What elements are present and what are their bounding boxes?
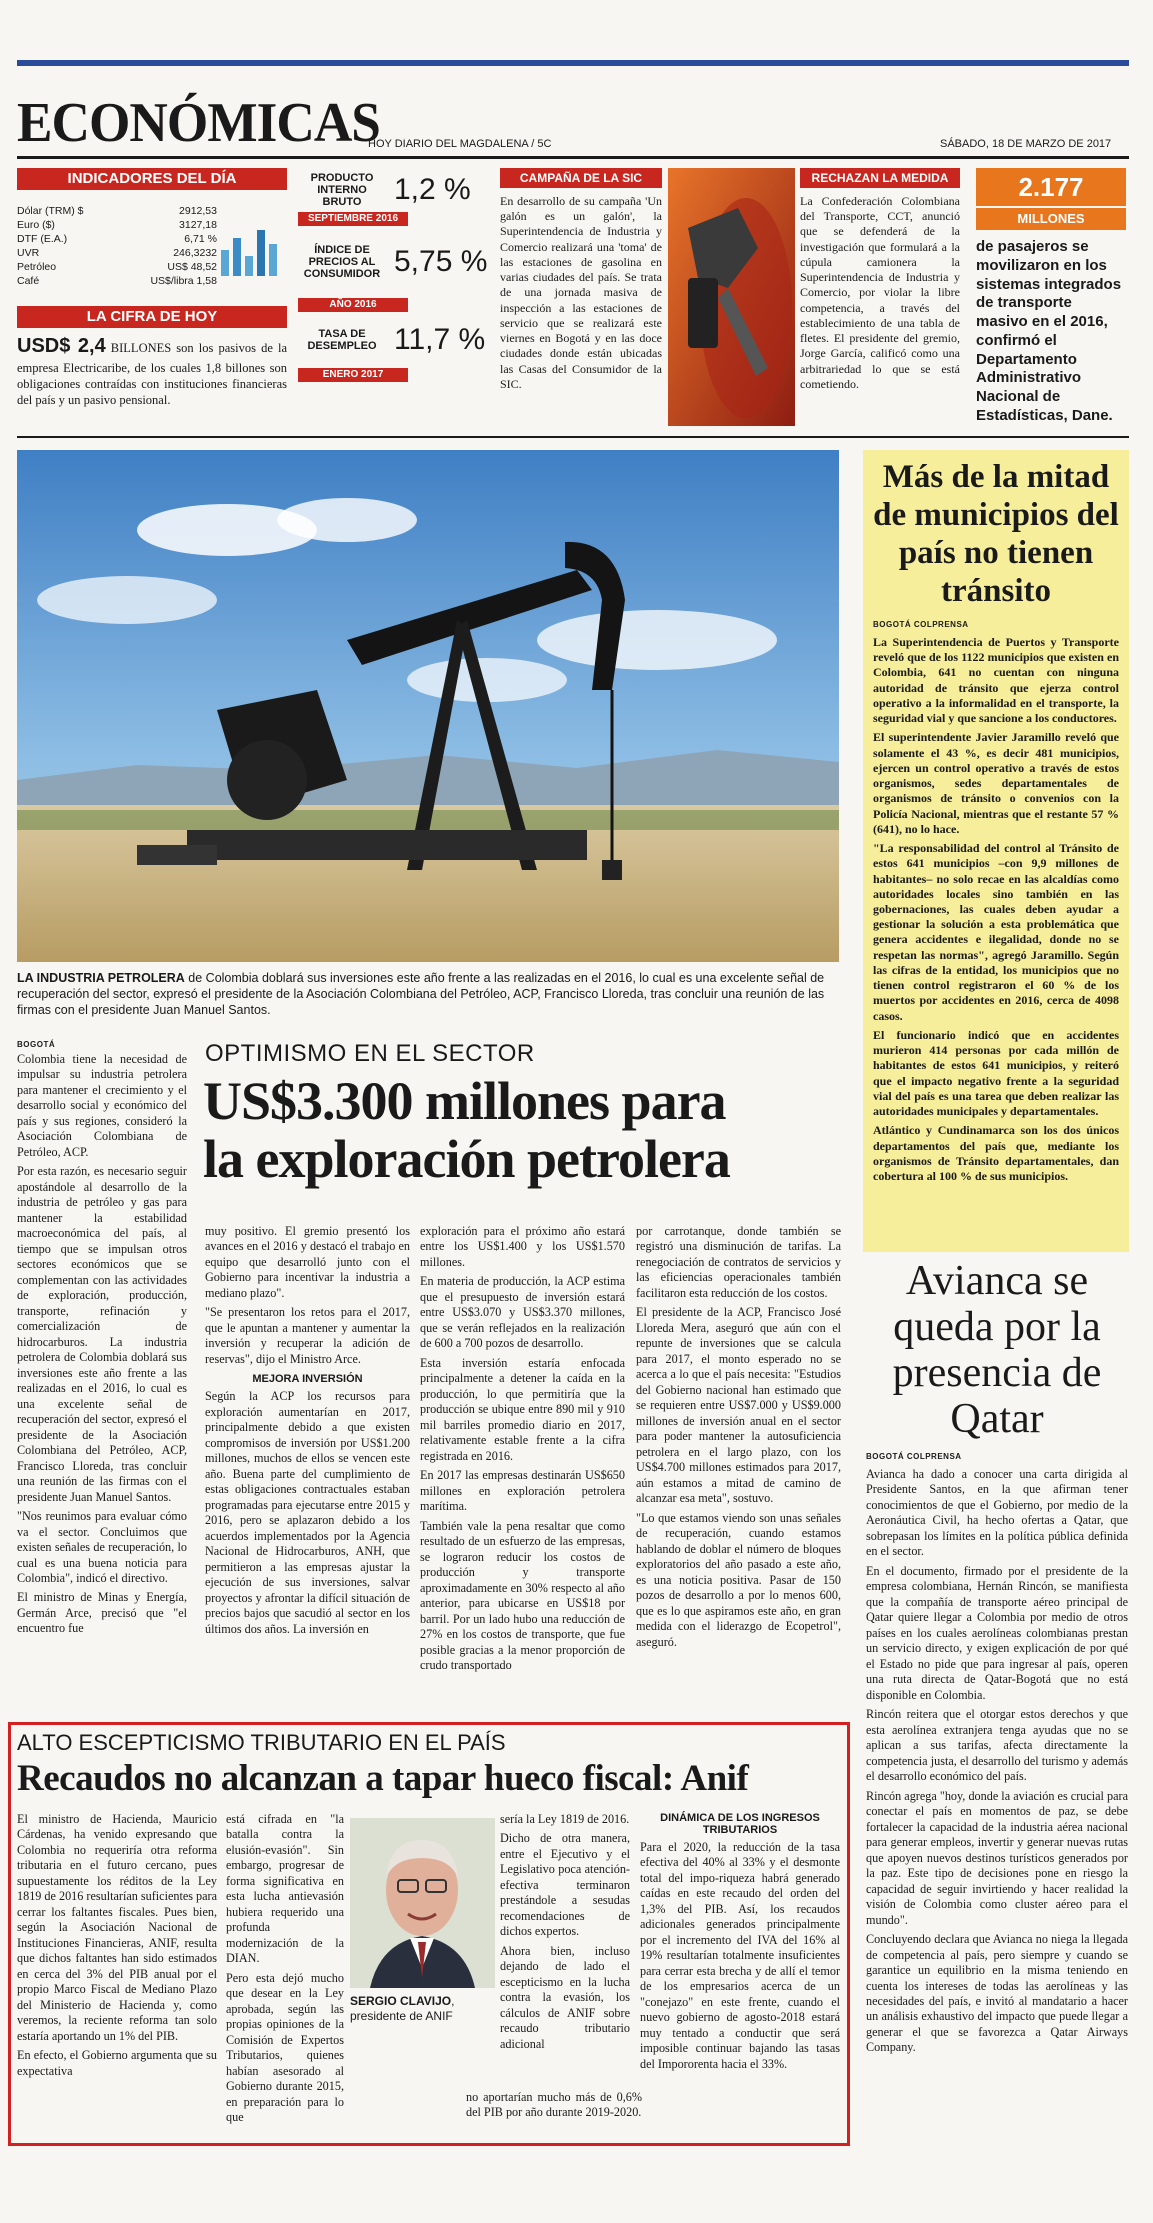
oil-pumpjack-photo (17, 450, 839, 962)
caption-text: de Colombia doblará sus inversiones este año frente a las realizadas en el 2016, lo cual es una excelente señal de recuperación del sector, expresó el presidente de la Asociación Colombiana del Petróleo, ACP, Francisco Lloreda, tras concluir una reunión de las firmas con el presidente Juan Manuel Santos. (17, 971, 825, 1017)
municipios-box: Más de la mitad de municipios del país no tienen tránsito BOGOTÁ COLPRENSA La Superintendencia de Puertos y Transporte reveló que de los 1122 municipios que existen en Colombia, 641 no cuentan con ninguna autoridad de tránsito que ejerza control operativo a la informalidad en el transporte, la seguridad vial y que sancione a los conductores. El superintendente Javier Jaramillo reveló que solamente el 43 %, es decir 481 municipios, ejercen un control operativo a través de estos organismos, sedes departamentales de organismos de tránsito o convenios con la Policía Nacional, mientras que el restante 57 % (641), no lo hace. "La responsabilidad del control al Tránsito de estos 641 municipios –con 9,9 millones de habitantes– no solo recae en las alcaldías como autoridades locales sino también en las gobernaciones, las cuales deben ayudar a gestionar la solución a esta problemática que genera accidentes e ilegalidad, donde no se respetan las normas", agregó Jaramillo. Según las cifras de la entidad, los municipios que no tienen control registraron el 60 % de los muertos por accidentes en 2016, cerca de 4098 casos. El funcionario indicó que en accidentes murieron 414 personas por cada millón de habitantes de estos 641 municipios, y reiteró que el impacto negativo frente a la seguridad vial del país es una tarea que deben realizar las autoridades municipales y departamentales. Atlántico y Cundinamarca son los dos únicos departamentos del país que, mediante los organismos de Tránsito departamentales, dan cobertura al 100 % de sus municipios. (863, 450, 1129, 1252)
sic-title: CAMPAÑA DE LA SIC (500, 168, 662, 188)
sergio-clavijo-photo (350, 1818, 495, 1988)
municipios-dateline: BOGOTÁ COLPRENSA (873, 620, 969, 629)
avianca-dateline: BOGOTÁ COLPRENSA (866, 1452, 962, 1461)
rechazan-title: RECHAZAN LA MEDIDA (800, 168, 960, 188)
header-rule (17, 156, 1129, 159)
anif-col2: está cifrada en "la batalla contra la elusión-evasión". Sin embargo, progresar de forma significativa en esta lucha antievasión hubiera requerido una profunda modernización de la DIAN. Pero esta dejó mucho que desear en la Ley aprobada, según las propias opiniones de la Comisión de Expertos Tributarios, quienes habían asesorado al Gobierno durante 2015, en preparación para lo que (226, 1812, 344, 2125)
millones-number: 2.177 (976, 168, 1126, 206)
sic-panel (500, 168, 662, 396)
cifra-block (17, 334, 287, 408)
top-section-rule (17, 436, 1129, 438)
indicators-table (17, 204, 217, 288)
section-title: ECONÓMICAS (17, 92, 380, 154)
indicators-panel (17, 168, 287, 430)
photo-credit: SERGIO CLAVIJO, presidente de ANIF (350, 1994, 455, 2023)
main-col4: por carrotanque, donde también se registró una disminución de tarifas. La renegociación de contratos de servicios y las eficiencias operacionales también facilitaron esta reducción de los costos. El presidente de la ACP, Francisco José Lloreda Mera, aseguró que aún con el repunte de inversiones que se calcula para 2017, el monto esperado no se acerca a lo que el país necesita: "Estudios del Gobierno nacional han estimado que se requieren entre US$7.000 y US$9.000 millones de inversión anual en el sector para poder mantener la autosuficiencia petrolera en el largo plazo, con los US$4.700 millones estimados para 2017, aún estamos a mitad de camino de alcanzar esa meta", sostuvo. "Lo que estamos viendo son unas señales de recuperación, cuando estamos hablando de doblar el número de bloques exploratorios del año pasado a este año, es una noticia positiva. Pasar de 150 pozos de desarrollo a por lo menos 600, que es lo que aspiramos este año, en gran medida con el liderazgo de Ecopetrol", aseguró. (636, 1224, 841, 1649)
cifra-title: LA CIFRA DE HOY (17, 306, 287, 328)
top-rule (17, 60, 1129, 66)
caption-lead: LA INDUSTRIA PETROLERA (17, 971, 185, 985)
millones-panel (976, 168, 1126, 426)
macro-item: TASA DE DESEMPLEO 11,7 % (307, 323, 486, 356)
avianca-headline: Avianca se queda por la presencia de Qatar (892, 1258, 1102, 1442)
paper-name: HOY DIARIO DEL MAGDALENA / 5C (368, 138, 552, 150)
millones-text: de pasajeros se movilizaron en los sistemas integrados de transporte masivo en el 2016, confirmó el Departamento Administrativo Nacional de Estadísticas, Dane. (976, 238, 1122, 424)
indicator-row: UVR 246,3232 (17, 247, 217, 259)
anif-col3-tail: no aportarían mucho más de 0,6% del PIB por año durante 2019-2020. (466, 2090, 642, 2120)
anif-col3: sería la Ley 1819 de 2016. Dicho de otra manera, entre el Ejecutivo y el Legislativo poca atención-efectiva terminaron prestándole a sesudas recomendaciones de dichos expertos. Ahora bien, incluso dejando de lado el escepticismo en la lucha contra la evasión, los cálculos de ANIF sobre recaudo tributario adicional (500, 1812, 630, 2051)
anif-col1: El ministro de Hacienda, Mauricio Cárdenas, ha venido expresando que Colombia no requeriría otra reforma tributaria en el futuro cercano, pues supuestamente los réditos de la Ley 1819 de 2016 resultarían suficientes para cerrar los faltantes fiscales. Pues bien, según la Asociación Nacional de Instituciones Financieras, ANIF, resulta que dichos faltantes han sido estimados en cerca del 3% del PIB anual por el propio Marco Fiscal de Mediano Plazo del Ministerio de Hacienda y, como veremos, la reciente reforma tan solo estaría aportando un 1% del PIB. En efecto, el Gobierno argumenta que su expectativa (17, 1812, 218, 2078)
indicator-row: Euro ($) 3127,18 (17, 219, 217, 231)
municipios-headline: Más de la mitad de municipios del país no tienen tránsito (873, 459, 1119, 609)
anif-headline: Recaudos no alcanzan a tapar hueco fiscal: Anif (17, 1758, 749, 1799)
rechazan-text: La Confederación Colombiana del Transporte, CCT, anunció que se defenderá de la investigación que formulará a la cúpula camionera la Superintendencia de Industria y Comercio, por violar la libre competencia, a través del establecimiento de una tabla de fletes. El presidente del gremio, Jorge García, calificó como una arbitrariedad lo que se está cometiendo. (800, 194, 960, 391)
avianca-article: Avianca se queda por la presencia de Qatar BOGOTÁ COLPRENSA Avianca ha dado a conocer una carta dirigida al Presidente Santos, en la que afirman tener conocimientos de que el Gobierno, por medio de la Aeronáutica Civil, ha hecho ofertas a Qatar, que sobrepasan los límites en la política pública definida en el sector. En el documento, firmado por el presidente de la empresa colombiana, Hernán Rincón, se manifiesta que la compañía de transporte aéreo principal de Qatar quiere llegar a Colombia por medio de otros países en los cuales aerolíneas colombianas prestan un servicio directo, y exigen explicación de por qué el Estado no pide que para ingresar al país, operen una ruta directa de Qatar-Bogotá que no está disponible en Colombia. Rincón reitera que el otorgar estos derechos y que esta aerolínea extranjera tenga ayudas que no se aplican a sus tarifas, afecta directamente la competencia justa, el desarrollo del turismo y además el desarrollo económico del país. Rincón agrega "hoy, donde la aviación es crucial para conectar el país en momentos de paz, se debe fortalecer la capacidad de la industria aérea nacional para generar empleos, invertir y generar nuevas rutas que apoyen nuevos destinos turísticos generados por la paz. Este tipo de decisiones pone en riesgo la capacidad de seguir invirtiendo y hacer realidad la visión de Colombia como cluster aéreo para el mundo". Concluyendo declara que Avianca no niega la llegada de competencia al país, pero siempre y cuando se garantice un equilibrio en la misma teniendo en cuenta los intereses de todas las aerolíneas y las necesidades del país, e invitó al mandatario a hacer un análisis exhaustivo del impacto que puede llegar a generar el que se favorezca a Qatar Airways Company. (866, 1258, 1128, 2055)
main-dateline: BOGOTÁ (17, 1040, 56, 1049)
macro-panel: PRODUCTO INTERNO BRUTO 1,2 % SEPTIEMBRE 2016 ÍNDICE DE PRECIOS AL CONSUMIDOR 5,75 % AÑO 2016 TASA DE DESEMPLEO 11,7 % ENERO 2017 (298, 168, 494, 426)
indicator-row: Dólar (TRM) $ 2912,53 (17, 205, 217, 217)
anif-kicker: ALTO ESCEPTICISMO TRIBUTARIO EN EL PAÍS (17, 1730, 506, 1755)
main-col2: muy positivo. El gremio presentó los avances en el 2016 y destacó el trabajo en equipo que desarrolló junto con el Gobierno para incentivar la industria a mediano plazo". "Se presentaron los retos para el 2017, que le apuntan a mantener y aumentar la inversión y recuperar la adición de reservas", dijo el Ministro Arce. MEJORA INVERSIÓN Según la ACP los recursos para exploración aumentarían en 2017, principalmente debido a que existen compromisos de inversión por US$1.200 millones, muchos de ellos se vencen este año. Buena parte del cumplimiento de estas obligaciones contractuales estaban programadas para ejecutarse entre 2015 y 2016, pero se aplazaron debido a los acuerdos implementados por la Agencia Nacional de Hidrocarburos, ANH, que permitieron a las empresas ajustar la ejecución de sus inversiones, salvar proyectos y afrontar la difícil situación de precios bajos que sacudió al sector en los últimos dos años. La inversión en (205, 1224, 410, 1636)
gas-nozzle-image (668, 168, 795, 426)
indicator-row: Petróleo US$ 48,52 (17, 261, 217, 273)
indicator-row: DTF (E.A.) 6,71 % (17, 233, 217, 245)
anif-col4: DINÁMICA DE LOS INGRESOS TRIBUTARIOS Para el 2020, la reducción de la tasa efectiva del 40% al 33% y el desmonte total del impo-riqueza habrá generado caídas en este recaudo del orden del 1,3% del PIB. Así, los recaudos adicionales generados principalmente por el incremento del IVA del 16% al 19% resultarían totalmente insuficientes para cerrar esta brecha y de allí el temor de los empresarios acerca de un "conejazo" en este frente, cuando el nuevo gobierno de agosto-2018 estará muy tentado a conductir que será imposible continuar bajando las tasas del Impororenta hacia el 33%. (640, 1812, 840, 2071)
cifra-text: BILLONES son los pasivos de la empresa Electricaribe, de los cuales 1,8 billones son obligaciones contraídas con instituciones financieras del país y un pasivo pensional. (17, 341, 287, 407)
sic-text: En desarrollo de su campaña 'Un galón es un galón', la Superintendencia de Industria y Comercio realizará una 'toma' de las estaciones de gasolina en varias ciudades del país. Se trata de una jornada masiva de inspección a las estaciones de servicio que se realizará este viernes en Bogotá y en las doce ciudades donde están ubicadas las Casas del Consumidor de la SIC. (500, 194, 662, 391)
cifra-amount: USD$ 2,4 (17, 335, 106, 357)
main-headline: US$3.300 millones para la exploración petrolera (203, 1071, 730, 1189)
photo-caption (17, 970, 839, 1018)
main-col3: exploración para el próximo año estará entre los US$1.400 y los US$1.570 millones. En materia de producción, la ACP estima que el presupuesto de inversión estará entre US$3.070 y US$3.370 millones, que se verán reflejados en la realización de 600 a 700 pozos de desarrollo. Esta inversión estaría enfocada principalmente a detener la caída en la producción, lo que permitiría que la producción se ubique entre 890 mil y 910 mil barriles promedio diario en 2017, relativamente estable frente a la cifra registrada en 2016. En 2017 las empresas destinarán US$650 millones en exploración petrolera marítima. También vale la pena resaltar que como resultado de un esfuerzo de las empresas, se lograron reducir los costos de producción y transporte aproximadamente en 30% respecto al año anterior, para ubicarse en US$18 por barril. Por un lado hubo una reducción de 27% en los costos de transporte, que fue posible gracias a la menor proporción de crudo transportado (420, 1224, 625, 1673)
main-kicker: OPTIMISMO EN EL SECTOR (205, 1040, 535, 1067)
millones-unit: MILLONES (976, 208, 1126, 230)
bar-chart-icon (217, 220, 279, 280)
issue-date: SÁBADO, 18 DE MARZO DE 2017 (940, 138, 1112, 150)
macro-item: PRODUCTO INTERNO BRUTO 1,2 % (310, 172, 471, 208)
indicators-title: INDICADORES DEL DÍA (17, 168, 287, 190)
main-col1: Colombia tiene la necesidad de impulsar su industria petrolera para mantener el crecimiento y el desarrollo social y económico del país y sus regiones, consideró la Asociación Colombiana de Petróleo, ACP. Por esta razón, es necesario seguir apostándole al desarrollo de la industria de petróleo y gas para mantener la estabilidad macroeconómica del país, al tiempo que se impulsan otros sectores económicos que se complementan con las actividades de exploración, producción, transporte, refinación y comercialización de hidrocarburos. La industria petrolera de Colombia doblará sus inversiones este año frente a las realizadas en el 2016, lo cual es una excelente señal de recuperación del sector, expresó el presidente de la Asociación Colombiana del Petróleo, ACP, Francisco Lloreda, tras concluir una reunión de las firmas con el presidente Juan Manuel Santos. "Nos reunimos para evaluar cómo va el sector. Concluimos que existen señales de recuperación, lo cual es una buena noticia para Colombia", indicó el directivo. El ministro de Minas y Energía, Germán Arce, precisó que "el encuentro fue (17, 1052, 187, 1636)
rechazan-panel (800, 168, 960, 396)
indicator-row: Café US$/libra 1,58 (17, 275, 217, 287)
macro-item: ÍNDICE DE PRECIOS AL CONSUMIDOR 5,75 % (303, 244, 488, 280)
